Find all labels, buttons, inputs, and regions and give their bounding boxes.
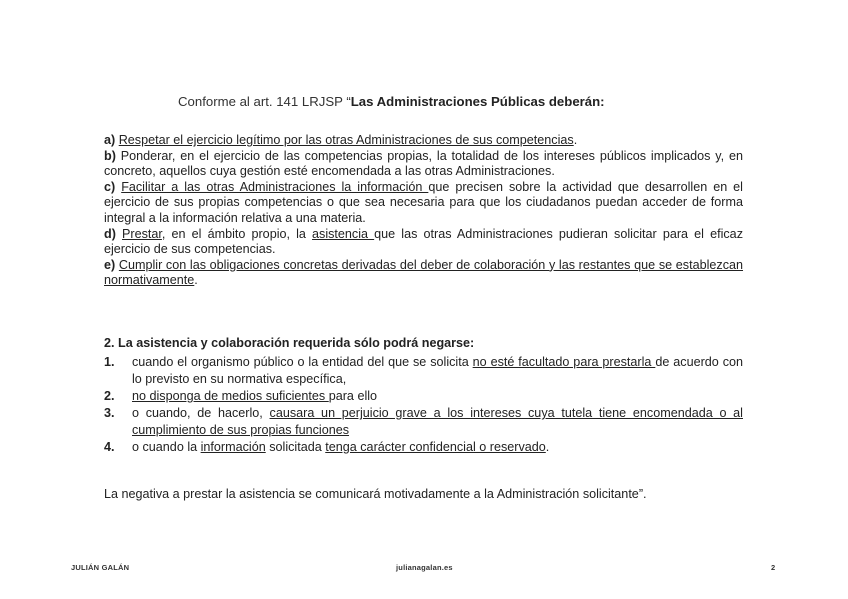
- refusal-point-1: [104, 354, 743, 388]
- intro-bold: Las Administraciones Públicas deberán:: [350, 94, 605, 109]
- refusal-point-4: [104, 439, 743, 456]
- item-d-label: d): [104, 226, 116, 241]
- point-4-number: 4.: [104, 440, 115, 454]
- point-4-underlined-1: información: [200, 440, 266, 454]
- intro-prefix: Conforme al art. 141 LRJSP “: [178, 94, 351, 109]
- footer-page-number: 2: [771, 563, 776, 572]
- point-3-number: 3.: [104, 406, 115, 420]
- item-a-underlined: Respetar el ejercicio legítimo por las otras Administraciones de sus competencias: [118, 133, 574, 147]
- item-e-underlined: Cumplir con las obligaciones concretas derivadas del deber de colaboración y las restantes que se establezcan normativamente: [104, 257, 744, 288]
- section-2-heading: 2. La asistencia y colaboración requerida sólo podrá negarse:: [104, 336, 475, 350]
- item-b-text: Ponderar, en el ejercicio de las competencias propias, la totalidad de los intereses públicos implicados y, en concreto, aquellos cuya gestión esté encomendada a las otras Administraciones.: [104, 148, 743, 179]
- point-4-underlined-2: tenga carácter confidencial o reservado: [325, 440, 546, 454]
- item-a-rest: .: [573, 133, 578, 147]
- point-3-underlined: causara un perjuicio grave a los intereses cuya tutela tiene encomendada o al cumplimiento de sus propias funciones: [132, 406, 743, 437]
- item-d: [104, 227, 743, 258]
- closing-paragraph: La negativa a prestar la asistencia se comunicará motivadamente a la Administración solicitante”.: [104, 487, 647, 501]
- item-a-label: a): [104, 133, 116, 147]
- refusal-point-2: [104, 388, 743, 405]
- point-3-pre: o cuando, de hacerlo,: [132, 406, 270, 420]
- item-e-rest: .: [194, 273, 198, 288]
- item-c-rest: que precisen sobre la actividad que desarrollen en el ejercicio de sus propias competencias o que sea necesaria para que los ciudadanos puedan acceder de forma integral a la información relativa a una materia.: [104, 179, 743, 225]
- point-1-number: 1.: [104, 355, 115, 369]
- item-d-underlined-2: asistencia: [312, 226, 375, 241]
- point-1-pre: cuando el organismo público o la entidad del que se solicita: [132, 355, 473, 369]
- item-c: [104, 180, 743, 227]
- item-b: [104, 149, 743, 180]
- refusal-point-3: [104, 405, 743, 439]
- intro-line: [178, 94, 605, 109]
- point-2-post: para ello: [328, 389, 378, 403]
- point-4-mid: solicitada: [265, 440, 326, 454]
- item-c-label: c): [104, 179, 116, 194]
- point-4-pre: o cuando la: [132, 440, 201, 454]
- point-4-post: .: [545, 440, 550, 454]
- item-d-underlined-1: Prestar: [122, 226, 162, 241]
- item-b-label: b): [104, 148, 116, 163]
- point-2-number: 2.: [104, 389, 115, 403]
- item-e-label: e): [104, 257, 116, 272]
- point-1-underlined: no esté facultado para prestarla: [472, 355, 656, 369]
- obligations-list: [104, 133, 743, 289]
- refusal-section: [104, 335, 743, 456]
- item-a: [104, 133, 743, 149]
- point-1-post: de acuerdo con lo previsto en su normativa específica,: [132, 355, 743, 386]
- footer-site: julianagalan.es: [396, 563, 453, 572]
- item-e: [104, 258, 743, 289]
- point-2-underlined: no disponga de medios suficientes: [132, 389, 329, 403]
- item-c-underlined: Facilitar a las otras Administraciones la información: [121, 179, 429, 194]
- item-d-rest: que las otras Administraciones pudieran solicitar para el eficaz ejercicio de sus competencias.: [104, 226, 743, 257]
- footer-author: JULIÁN GALÁN: [71, 563, 130, 572]
- item-d-mid: , en el ámbito propio, la: [161, 226, 313, 241]
